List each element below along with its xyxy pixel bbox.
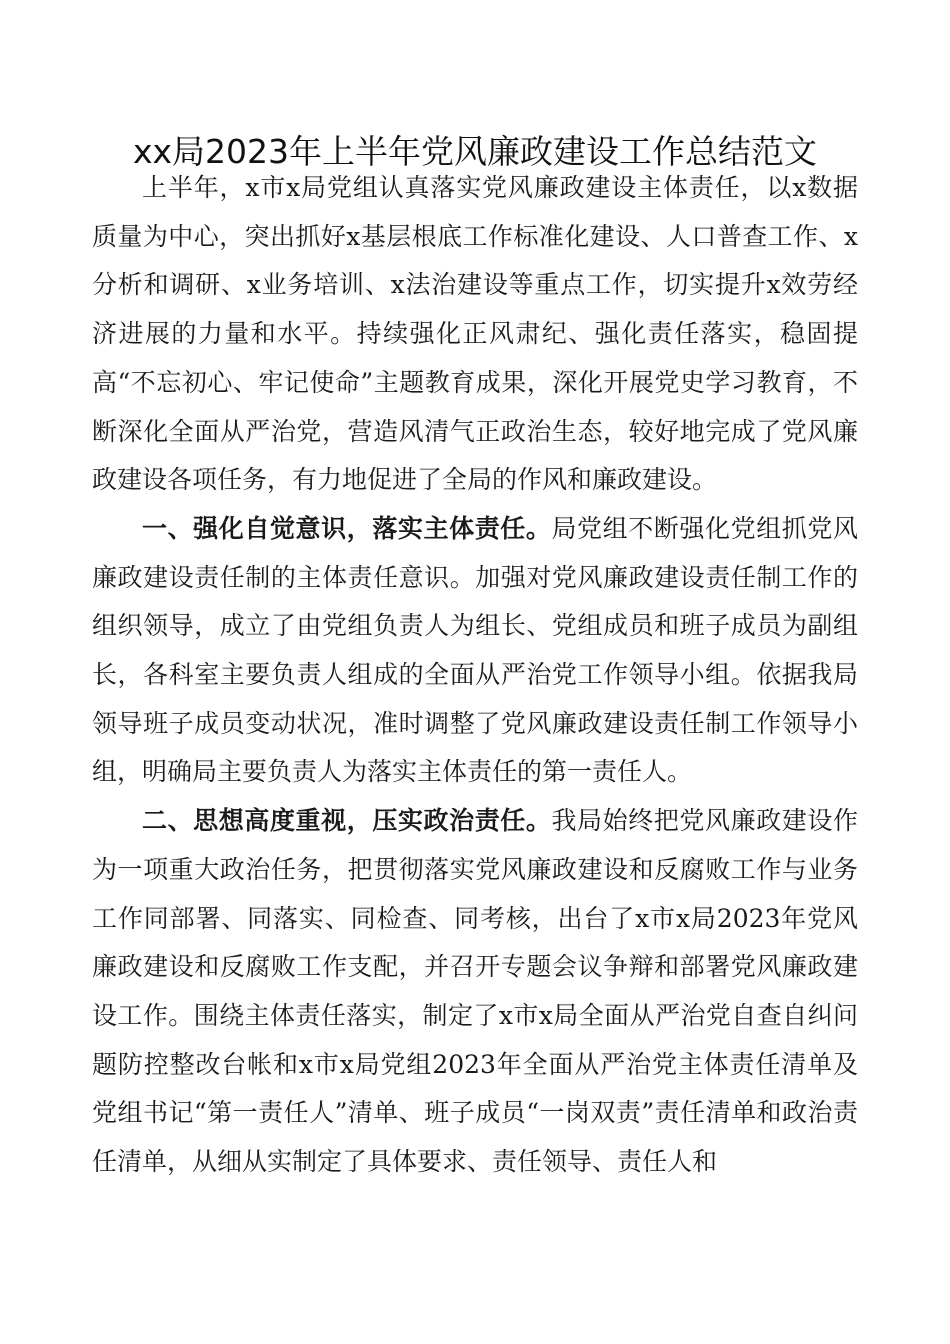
- section-heading: 二、思想高度重视，压实政治责任。: [142, 806, 552, 836]
- intro-paragraph: [92, 164, 858, 505]
- paragraph-text: 我局始终把党风廉政建设作为一项重大政治任务，把贯彻落实党风廉政建设和反腐败工作与业务工作同部署、同落实、同检查、同考核，出台了x市x局2023年党风廉政建设和反腐败工作支配，并召开专题会议争辩和部署党风廉政建设工作。围绕主体责任落实，制定了x市x局全面从严治党自查自纠问题防控整改台帐和x市x局党组2023年全面从严治党主体责任清单及党组书记“第一责任人”清单、班子成员“一岗双责”责任清单和政治责任清单，从细从实制定了具体要求、责任领导、责任人和: [92, 806, 858, 1177]
- section-heading: 一、强化自觉意识，落实主体责任。: [142, 513, 552, 543]
- document-title: xx局2023年上半年党风廉政建设工作总结范文: [132, 132, 818, 171]
- paragraph-text: 局党组不断强化党组抓党风廉政建设责任制的主体责任意识。加强对党风廉政建设责任制工作的组织领导，成立了由党组负责人为组长、党组成员和班子成员为副组长，各科室主要负责人组成的全面从严治党工作领导小组。依据我局领导班子成员变动状况，准时调整了党风廉政建设责任制工作领导小组，明确局主要负责人为落实主体责任的第一责任人。: [92, 513, 858, 787]
- paragraph-text: 上半年，x市x局党组认真落实党风廉政建设主体责任，以x数据质量为中心，突出抓好x基层根底工作标准化建设、人口普查工作、x分析和调研、x业务培训、x法治建设等重点工作，切实提升x效劳经济进展的力量和水平。持续强化正风肃纪、强化责任落实，稳固提高“不忘初心、牢记使命”主题教育成果，深化开展党史学习教育，不断深化全面从严治党，营造风清气正政治生态，较好地完成了党风廉政建设各项任务，有力地促进了全局的作风和廉政建设。: [92, 173, 858, 495]
- section-one-paragraph: [92, 505, 858, 797]
- document-body: [92, 164, 858, 1187]
- section-two-paragraph: [92, 797, 858, 1187]
